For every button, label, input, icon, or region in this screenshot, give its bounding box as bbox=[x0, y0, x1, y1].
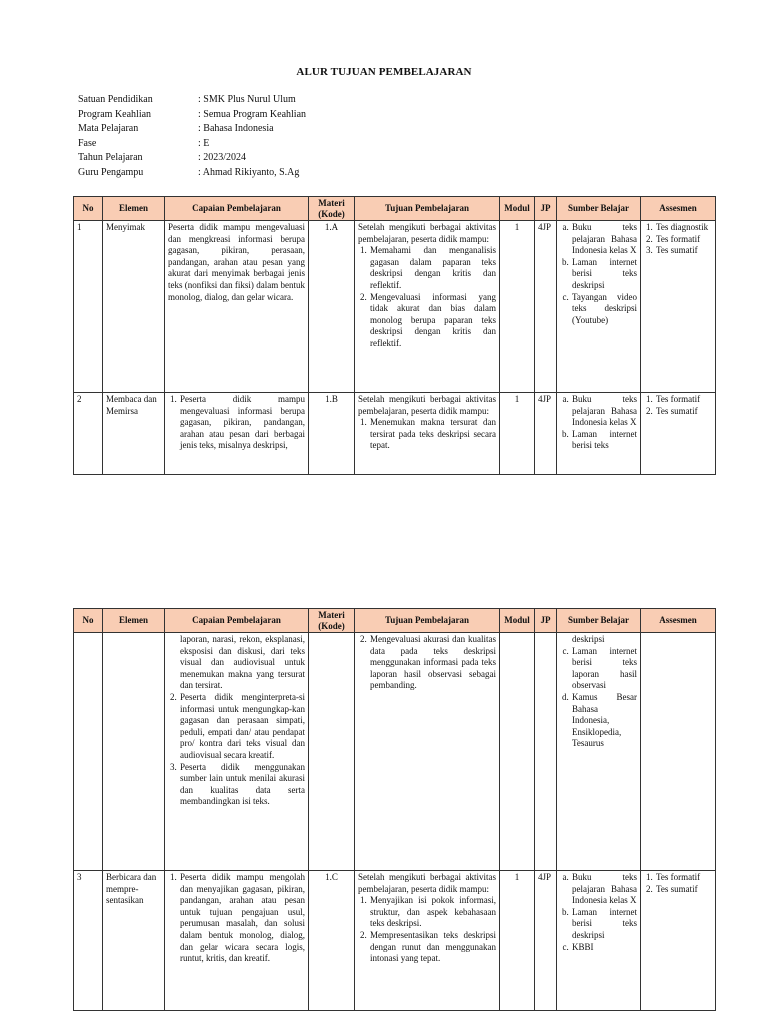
cell-asesmen bbox=[641, 633, 716, 871]
meta-row-mapel bbox=[78, 122, 306, 137]
cell-jp: 4JP bbox=[535, 393, 557, 475]
meta-value: : 2023/2024 bbox=[198, 152, 247, 164]
cell-tujuan bbox=[355, 633, 500, 871]
header-sumber: Sumber Belajar bbox=[557, 197, 641, 221]
header-materi: Materi (Kode) bbox=[309, 197, 355, 221]
cell-asesmen bbox=[641, 871, 716, 1011]
cell-elemen bbox=[103, 633, 165, 871]
cell-tujuan bbox=[355, 393, 500, 475]
list-item: 2. Tes sumatif bbox=[655, 884, 712, 896]
list-item: d. Kamus Besar Bahasa Indonesia, Ensiklopedia, Tesaurus bbox=[571, 692, 637, 750]
list-item: 3. Tes sumatif bbox=[655, 245, 712, 257]
header-sumber: Sumber Belajar bbox=[557, 609, 641, 633]
tujuan-intro: Setelah mengikuti berbagai aktivitas pembelajaran, peserta didik mampu: bbox=[358, 222, 496, 244]
sumber-list bbox=[560, 872, 637, 953]
cell-no bbox=[74, 633, 103, 871]
list-item: a. Buku teks pelajaran Bahasa Indonesia kelas X bbox=[571, 872, 637, 907]
atp-table-page2 bbox=[73, 608, 716, 1011]
cell-materi: 1.B bbox=[309, 393, 355, 475]
header-jp: JP bbox=[535, 197, 557, 221]
cell-capaian: Peserta didik mampu mengevaluasi dan mengkreasi informasi berupa gagasan, pikiran, perasaan, pandangan, arahan atau pesan yang akurat dari menyimak berbagai jenis teks (nonfiksi dan fiksi) dalam bentuk monolog, dialog, dan gelar wicara. bbox=[165, 221, 309, 393]
list-item: 1. Menyajikan isi pokok informasi, struktur, dan aspek kebahasaan teks deskripsi. bbox=[369, 895, 496, 930]
capaian-list bbox=[168, 872, 305, 965]
header-elemen: Elemen bbox=[103, 197, 165, 221]
header-tujuan: Tujuan Pembelajaran bbox=[355, 197, 500, 221]
table-header-row bbox=[74, 197, 716, 221]
meta-label: Satuan Pendidikan bbox=[78, 94, 153, 105]
list-item: c. KBBI bbox=[571, 942, 637, 954]
meta-label: Tahun Pelajaran bbox=[78, 152, 143, 164]
tujuan-list bbox=[358, 634, 496, 692]
cell-modul: 1 bbox=[500, 393, 535, 475]
list-item: 1. Tes diagnostik bbox=[655, 222, 712, 234]
list-item: 1. Peserta didik mampu mengolah dan menyajikan gagasan, pikiran, pandangan, arahan atau pesan untuk tujuan pengajuan usul, perumusan masalah, dan solusi dalam bentuk monolog, dialog, dan gelar wicara secara logis, runtut, kritis, dan kreatif. bbox=[179, 872, 305, 965]
list-item: 2. Tes formatif bbox=[655, 234, 712, 246]
meta-row-guru bbox=[78, 166, 306, 181]
capaian-list bbox=[168, 394, 305, 452]
tujuan-list bbox=[358, 417, 496, 452]
header-modul: Modul bbox=[500, 197, 535, 221]
cell-elemen: Membaca dan Memirsa bbox=[103, 393, 165, 475]
header-tujuan: Tujuan Pembelajaran bbox=[355, 609, 500, 633]
cell-sumber bbox=[557, 871, 641, 1011]
meta-label: Program Keahlian bbox=[78, 108, 152, 120]
header-no: No bbox=[74, 197, 103, 221]
sumber-list bbox=[560, 394, 637, 452]
cell-materi: 1.C bbox=[309, 871, 355, 1011]
list-item: b. Laman internet berisi teks deskripsi bbox=[571, 257, 637, 292]
cell-no: 2 bbox=[74, 393, 103, 475]
list-item: 1. Menemukan makna tersurat dan tersirat pada teks deskripsi secara tepat. bbox=[369, 417, 496, 452]
cell-tujuan bbox=[355, 221, 500, 393]
meta-value: : SMK Plus Nurul Ulum bbox=[198, 94, 296, 105]
list-item: 3. Peserta didik menggunakan sumber lain untuk menilai akurasi dan kualitas data serta membandingkan isi teks. bbox=[179, 762, 305, 808]
meta-row-program bbox=[78, 108, 306, 123]
list-item: 1. Memahami dan menganalisis gagasan dalam paparan teks deskripsi dengan kritis dan reflektif. bbox=[369, 245, 496, 291]
list-item: 2. Mengevaluasi akurasi dan kualitas data pada teks deskripsi menggunakan informasi pada teks laporan hasil observasi sebagai pembanding. bbox=[369, 634, 496, 692]
cell-modul bbox=[500, 633, 535, 871]
header-jp: JP bbox=[535, 609, 557, 633]
cell-sumber bbox=[557, 221, 641, 393]
list-item: c. Tayangan video teks deskripsi (Youtube) bbox=[571, 292, 637, 327]
sumber-list bbox=[560, 222, 637, 326]
cell-capaian bbox=[165, 633, 309, 871]
cell-materi bbox=[309, 633, 355, 871]
asesmen-list bbox=[644, 872, 712, 895]
meta-label: Guru Pengampu bbox=[78, 166, 144, 178]
cell-sumber bbox=[557, 393, 641, 475]
header-capaian: Capaian Pembelajaran bbox=[165, 609, 309, 633]
cell-elemen: Berbicara dan mempre-sentasikan bbox=[103, 871, 165, 1011]
table-row bbox=[74, 221, 716, 393]
list-item: b. Laman internet berisi teks bbox=[571, 429, 637, 452]
sumber-list bbox=[560, 646, 637, 750]
meta-row-satuan bbox=[78, 93, 306, 108]
table-row bbox=[74, 633, 716, 871]
cell-materi: 1.A bbox=[309, 221, 355, 393]
table-row bbox=[74, 393, 716, 475]
capaian-continued: laporan, narasi, rekon, eksplanasi, eksposisi dan diskusi, dari teks visual dan audiovisual untuk menemukan makna yang tersurat dan tersirat. bbox=[180, 634, 305, 691]
cell-elemen: Menyimak bbox=[103, 221, 165, 393]
cell-modul: 1 bbox=[500, 221, 535, 393]
cell-jp: 4JP bbox=[535, 221, 557, 393]
list-item: 1. Tes formatif bbox=[655, 872, 712, 884]
list-item: a. Buku teks pelajaran Bahasa Indonesia kelas X bbox=[571, 222, 637, 257]
header-capaian: Capaian Pembelajaran bbox=[165, 197, 309, 221]
list-item: 2. Tes sumatif bbox=[655, 406, 712, 418]
cell-capaian bbox=[165, 393, 309, 475]
sumber-continued: deskripsi bbox=[572, 634, 605, 644]
asesmen-list bbox=[644, 394, 712, 417]
meta-label: Mata Pelajaran bbox=[78, 123, 139, 135]
tujuan-list bbox=[358, 895, 496, 965]
cell-no: 1 bbox=[74, 221, 103, 393]
cell-sumber bbox=[557, 633, 641, 871]
cell-asesmen bbox=[641, 393, 716, 475]
tujuan-intro: Setelah mengikuti berbagai aktivitas pembelajaran, peserta didik mampu: bbox=[358, 872, 496, 894]
cell-jp bbox=[535, 633, 557, 871]
meta-row-tahun bbox=[78, 151, 306, 166]
meta-value: : Bahasa Indonesia bbox=[198, 123, 274, 135]
atp-table-page1 bbox=[73, 196, 716, 475]
cell-no: 3 bbox=[74, 871, 103, 1011]
header-no: No bbox=[74, 609, 103, 633]
list-item: 2. Mengevaluasi informasi yang tidak akurat dan bias dalam monolog berupa paparan teks deskripsi dengan kritis dan reflektif. bbox=[369, 292, 496, 350]
list-item: b. Laman internet berisi teks deskripsi bbox=[571, 907, 637, 942]
list-item: c. Laman internet berisi teks laporan hasil observasi bbox=[571, 646, 637, 692]
list-item: 1. Peserta didik mampu mengevaluasi informasi berupa gagasan, pikiran, pandangan, arahan atau pesan dari berbagai jenis teks, misalnya deskripsi, bbox=[179, 394, 305, 452]
meta-value: : E bbox=[198, 137, 210, 149]
header-elemen: Elemen bbox=[103, 609, 165, 633]
header-asesmen: Assesmen bbox=[641, 609, 716, 633]
table-row bbox=[74, 871, 716, 1011]
asesmen-list bbox=[644, 222, 712, 257]
list-item: 2. Peserta didik menginterpreta-si informasi untuk mengungkap-kan gagasan dan perasaan simpati, peduli, empati dan/ atau pendapat pro/ kontra dari teks visual dan audiovisual secara kreatif. bbox=[179, 692, 305, 762]
list-item: 1. Tes formatif bbox=[655, 394, 712, 406]
cell-capaian bbox=[165, 871, 309, 1011]
document-metadata bbox=[78, 93, 306, 181]
meta-value: : Ahmad Rikiyanto, S.Ag bbox=[198, 166, 300, 178]
meta-label: Fase bbox=[78, 137, 97, 149]
list-item: a. Buku teks pelajaran Bahasa Indonesia kelas X bbox=[571, 394, 637, 429]
list-item: 2. Mempresentasikan teks deskripsi dengan runut dan menggunakan intonasi yang tepat. bbox=[369, 930, 496, 965]
cell-jp: 4JP bbox=[535, 871, 557, 1011]
capaian-clip bbox=[168, 394, 305, 472]
tujuan-intro: Setelah mengikuti berbagai aktivitas pembelajaran, peserta didik mampu: bbox=[358, 394, 496, 416]
cell-tujuan bbox=[355, 871, 500, 1011]
meta-value: : Semua Program Keahlian bbox=[198, 108, 307, 120]
meta-row-fase bbox=[78, 137, 306, 152]
tujuan-list bbox=[358, 245, 496, 349]
table-header-row bbox=[74, 609, 716, 633]
sumber-clip bbox=[560, 394, 637, 472]
cell-modul: 1 bbox=[500, 871, 535, 1011]
header-asesmen: Assesmen bbox=[641, 197, 716, 221]
header-materi: Materi (Kode) bbox=[309, 609, 355, 633]
document-title: ALUR TUJUAN PEMBELAJARAN bbox=[296, 66, 472, 78]
cell-asesmen bbox=[641, 221, 716, 393]
capaian-list bbox=[168, 692, 305, 808]
header-modul: Modul bbox=[500, 609, 535, 633]
